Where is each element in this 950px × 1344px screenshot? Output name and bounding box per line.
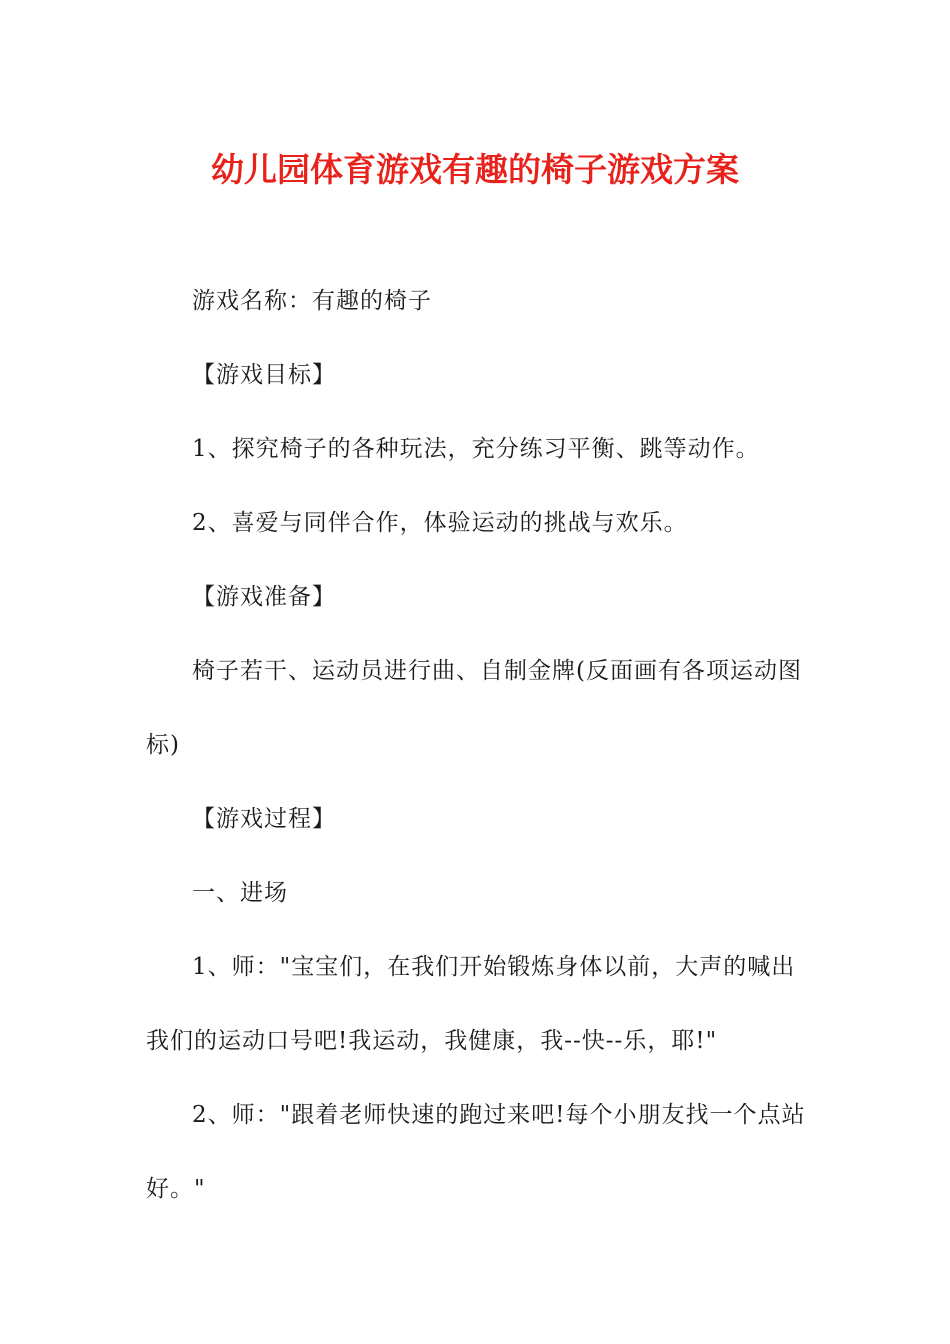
paragraph-game-name: 游戏名称：有趣的椅子 [192,288,432,314]
heading-game-preparation: 【游戏准备】 [192,584,336,610]
document-title: 幼儿园体育游戏有趣的椅子游戏方案 [211,150,739,189]
paragraph-preparation: 椅子若干、运动员进行曲、自制金牌(反面画有各项运动图标) [146,658,802,758]
heading-game-process: 【游戏过程】 [192,806,336,832]
paragraph-step-1: 1、师："宝宝们，在我们开始锻炼身体以前，大声的喊出我们的运动口号吧!我运动，我健康，我--快--乐，耶!" [146,954,796,1054]
paragraph-entrance: 一、进场 [192,880,288,906]
heading-game-goals: 【游戏目标】 [192,362,336,388]
paragraph-goal-1: 1、探究椅子的各种玩法，充分练习平衡、跳等动作。 [192,436,760,462]
paragraph-goal-2: 2、喜爱与同伴合作，体验运动的挑战与欢乐。 [192,510,688,536]
paragraph-step-2: 2、师："跟着老师快速的跑过来吧!每个小朋友找一个点站好。" [146,1102,806,1202]
